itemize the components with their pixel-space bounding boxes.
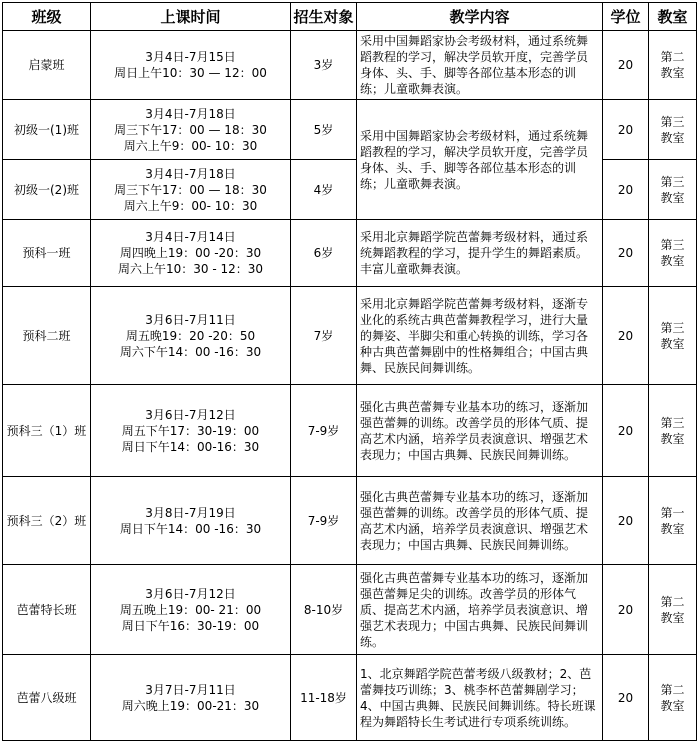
age-range: 4岁 <box>291 160 357 220</box>
teaching-content: 强化古典芭蕾舞专业基本功的练习，逐渐加强芭蕾舞的训练。改善学员的形体气质、提高艺术内涵，培养学员表演意识、增强艺术表现力；中国古典舞、民族民间舞训练。 <box>357 385 603 477</box>
class-name: 预科三（2）班 <box>3 477 91 565</box>
teaching-content: 强化古典芭蕾舞专业基本功的练习，逐渐加强芭蕾舞的训练。改善学员的形体气质、提高艺术内涵，培养学员表演意识、增强艺术表现力；中国古典舞、民族民间舞训练。 <box>357 477 603 565</box>
age-range: 5岁 <box>291 100 357 160</box>
age-range: 7岁 <box>291 287 357 385</box>
time-line: 周六下午14：00 -16：30 <box>119 344 262 359</box>
classroom <box>649 160 697 220</box>
room-line: 教室 <box>660 130 685 145</box>
room-line: 第二 <box>660 50 685 64</box>
seat-count: 20 <box>603 31 649 100</box>
seat-count: 20 <box>603 100 649 160</box>
table-row <box>3 287 697 385</box>
header-age: 招生对象 <box>291 3 357 31</box>
class-name: 初级一(1)班 <box>3 100 91 160</box>
class-name: 预科二班 <box>3 287 91 385</box>
time-line: 周六晚上19：00-21：30 <box>121 698 260 713</box>
header-room: 教室 <box>649 3 697 31</box>
time-line: 周六上午10：30 - 12：30 <box>117 262 264 276</box>
time-line: 周五下午17：30-19：00 <box>121 423 260 438</box>
age-range: 7-9岁 <box>291 477 357 565</box>
room-line: 教室 <box>660 521 685 536</box>
class-time <box>91 31 291 100</box>
time-line: 3月6日-7月12日 <box>145 407 236 422</box>
header-row <box>3 3 697 31</box>
room-line: 第三 <box>660 114 685 129</box>
time-line: 周三下午17：00 — 18：30 <box>114 122 267 137</box>
classroom <box>649 100 697 160</box>
time-line: 周六上午9：00- 10：30 <box>123 138 258 153</box>
room-line: 教室 <box>660 336 685 351</box>
classroom <box>649 655 697 741</box>
time-line: 3月8日-7月19日 <box>145 505 236 520</box>
teaching-content: 强化古典芭蕾舞专业基本功的练习，逐渐加强芭蕾舞足尖的训练。改善学员的形体气质、提高艺术内涵，培养学员表演意识、增强艺术表现力；中国古典舞、民族民间舞训练。 <box>357 565 603 655</box>
room-line: 教室 <box>660 610 685 625</box>
classroom <box>649 477 697 565</box>
header-content: 教学内容 <box>357 3 603 31</box>
time-line: 周六上午9：00- 10：30 <box>123 198 258 213</box>
classroom <box>649 220 697 287</box>
teaching-content: 采用北京舞蹈学院芭蕾舞考级材料，通过系统舞蹈教程的学习，提升学生的舞蹈素质。丰富儿童歌舞表演。 <box>357 220 603 287</box>
seat-count: 20 <box>603 220 649 287</box>
time-line: 周日上午10：30 — 12：00 <box>114 66 267 80</box>
table-row <box>3 100 697 160</box>
time-line: 周五晚上19：00- 21：00 <box>119 602 262 617</box>
classroom <box>649 287 697 385</box>
seat-count: 20 <box>603 287 649 385</box>
class-time <box>91 565 291 655</box>
time-line: 周四晚上19：00 -20：30 <box>119 246 262 260</box>
class-name: 预科一班 <box>3 220 91 287</box>
age-range: 11-18岁 <box>291 655 357 741</box>
age-range: 8-10岁 <box>291 565 357 655</box>
time-line: 3月4日-7月15日 <box>145 50 236 64</box>
seat-count: 20 <box>603 565 649 655</box>
table-row <box>3 655 697 741</box>
teaching-content: 1、北京舞蹈学院芭蕾考级八级教材；2、芭蕾舞技巧训练；3、桃李杯芭蕾舞剧学习；4、中国古典舞、民族民间舞训练。特长班课程为舞蹈特长生考试进行专项系统训练。 <box>357 655 603 741</box>
teaching-content: 采用中国舞蹈家协会考级材料，通过系统舞蹈教程的学习，解决学员软开度，完善学员身体、头、手、脚等各部位基本形态的训练；儿童歌舞表演。 <box>357 31 603 100</box>
age-range: 3岁 <box>291 31 357 100</box>
time-line: 3月7日-7月11日 <box>145 682 236 697</box>
class-time <box>91 100 291 160</box>
room-line: 教室 <box>660 431 685 446</box>
classroom <box>649 31 697 100</box>
class-time <box>91 220 291 287</box>
time-line: 周日下午16：30-19：00 <box>121 618 260 633</box>
room-line: 第二 <box>660 682 685 697</box>
class-name: 初级一(2)班 <box>3 160 91 220</box>
class-time <box>91 287 291 385</box>
header-time: 上课时间 <box>91 3 291 31</box>
room-line: 教室 <box>660 698 685 713</box>
time-line: 周五晚19：20 -20：50 <box>125 328 256 343</box>
time-line: 3月6日-7月12日 <box>145 586 236 601</box>
class-name: 芭蕾特长班 <box>3 565 91 655</box>
class-time <box>91 655 291 741</box>
class-time <box>91 385 291 477</box>
seat-count: 20 <box>603 385 649 477</box>
table-row <box>3 385 697 477</box>
room-line: 教室 <box>660 66 685 80</box>
header-class: 班级 <box>3 3 91 31</box>
class-name: 预科三（1）班 <box>3 385 91 477</box>
time-line: 3月6日-7月11日 <box>145 312 236 327</box>
room-line: 第三 <box>660 238 685 252</box>
time-line: 3月4日-7月18日 <box>145 106 236 121</box>
class-schedule-table <box>2 2 697 741</box>
room-line: 第二 <box>660 594 685 609</box>
teaching-content: 采用中国舞蹈家协会考级材料，通过系统舞蹈教程的学习，解决学员软开度，完善学员身体、头、手、脚等各部位基本形态的训练；儿童歌舞表演。 <box>357 100 603 220</box>
time-line: 周日下午14：00 -16：30 <box>119 521 262 536</box>
room-line: 第三 <box>660 320 685 335</box>
room-line: 教室 <box>660 190 685 205</box>
seat-count: 20 <box>603 160 649 220</box>
table-row <box>3 31 697 100</box>
class-time <box>91 477 291 565</box>
time-line: 3月4日-7月14日 <box>145 230 236 244</box>
age-range: 7-9岁 <box>291 385 357 477</box>
class-name: 启蒙班 <box>3 31 91 100</box>
time-line: 周三下午17：00 — 18：30 <box>114 182 267 197</box>
classroom <box>649 565 697 655</box>
time-line: 周日下午14：00-16：30 <box>121 439 260 454</box>
class-time <box>91 160 291 220</box>
room-line: 第一 <box>660 505 685 520</box>
room-line: 第三 <box>660 174 685 189</box>
seat-count: 20 <box>603 477 649 565</box>
room-line: 第三 <box>660 415 685 430</box>
time-line: 3月4日-7月18日 <box>145 166 236 181</box>
class-name: 芭蕾八级班 <box>3 655 91 741</box>
header-seats: 学位 <box>603 3 649 31</box>
age-range: 6岁 <box>291 220 357 287</box>
table-row <box>3 477 697 565</box>
table-row <box>3 220 697 287</box>
classroom <box>649 385 697 477</box>
table-row <box>3 565 697 655</box>
room-line: 教室 <box>660 254 685 268</box>
seat-count: 20 <box>603 655 649 741</box>
teaching-content: 采用北京舞蹈学院芭蕾舞考级材料，逐渐专业化的系统古典芭蕾舞教程学习，进行大量的舞姿、半脚尖和重心转换的训练，学习各种古典芭蕾舞剧中的性格舞组合；中国古典舞、民族民间舞训练。 <box>357 287 603 385</box>
